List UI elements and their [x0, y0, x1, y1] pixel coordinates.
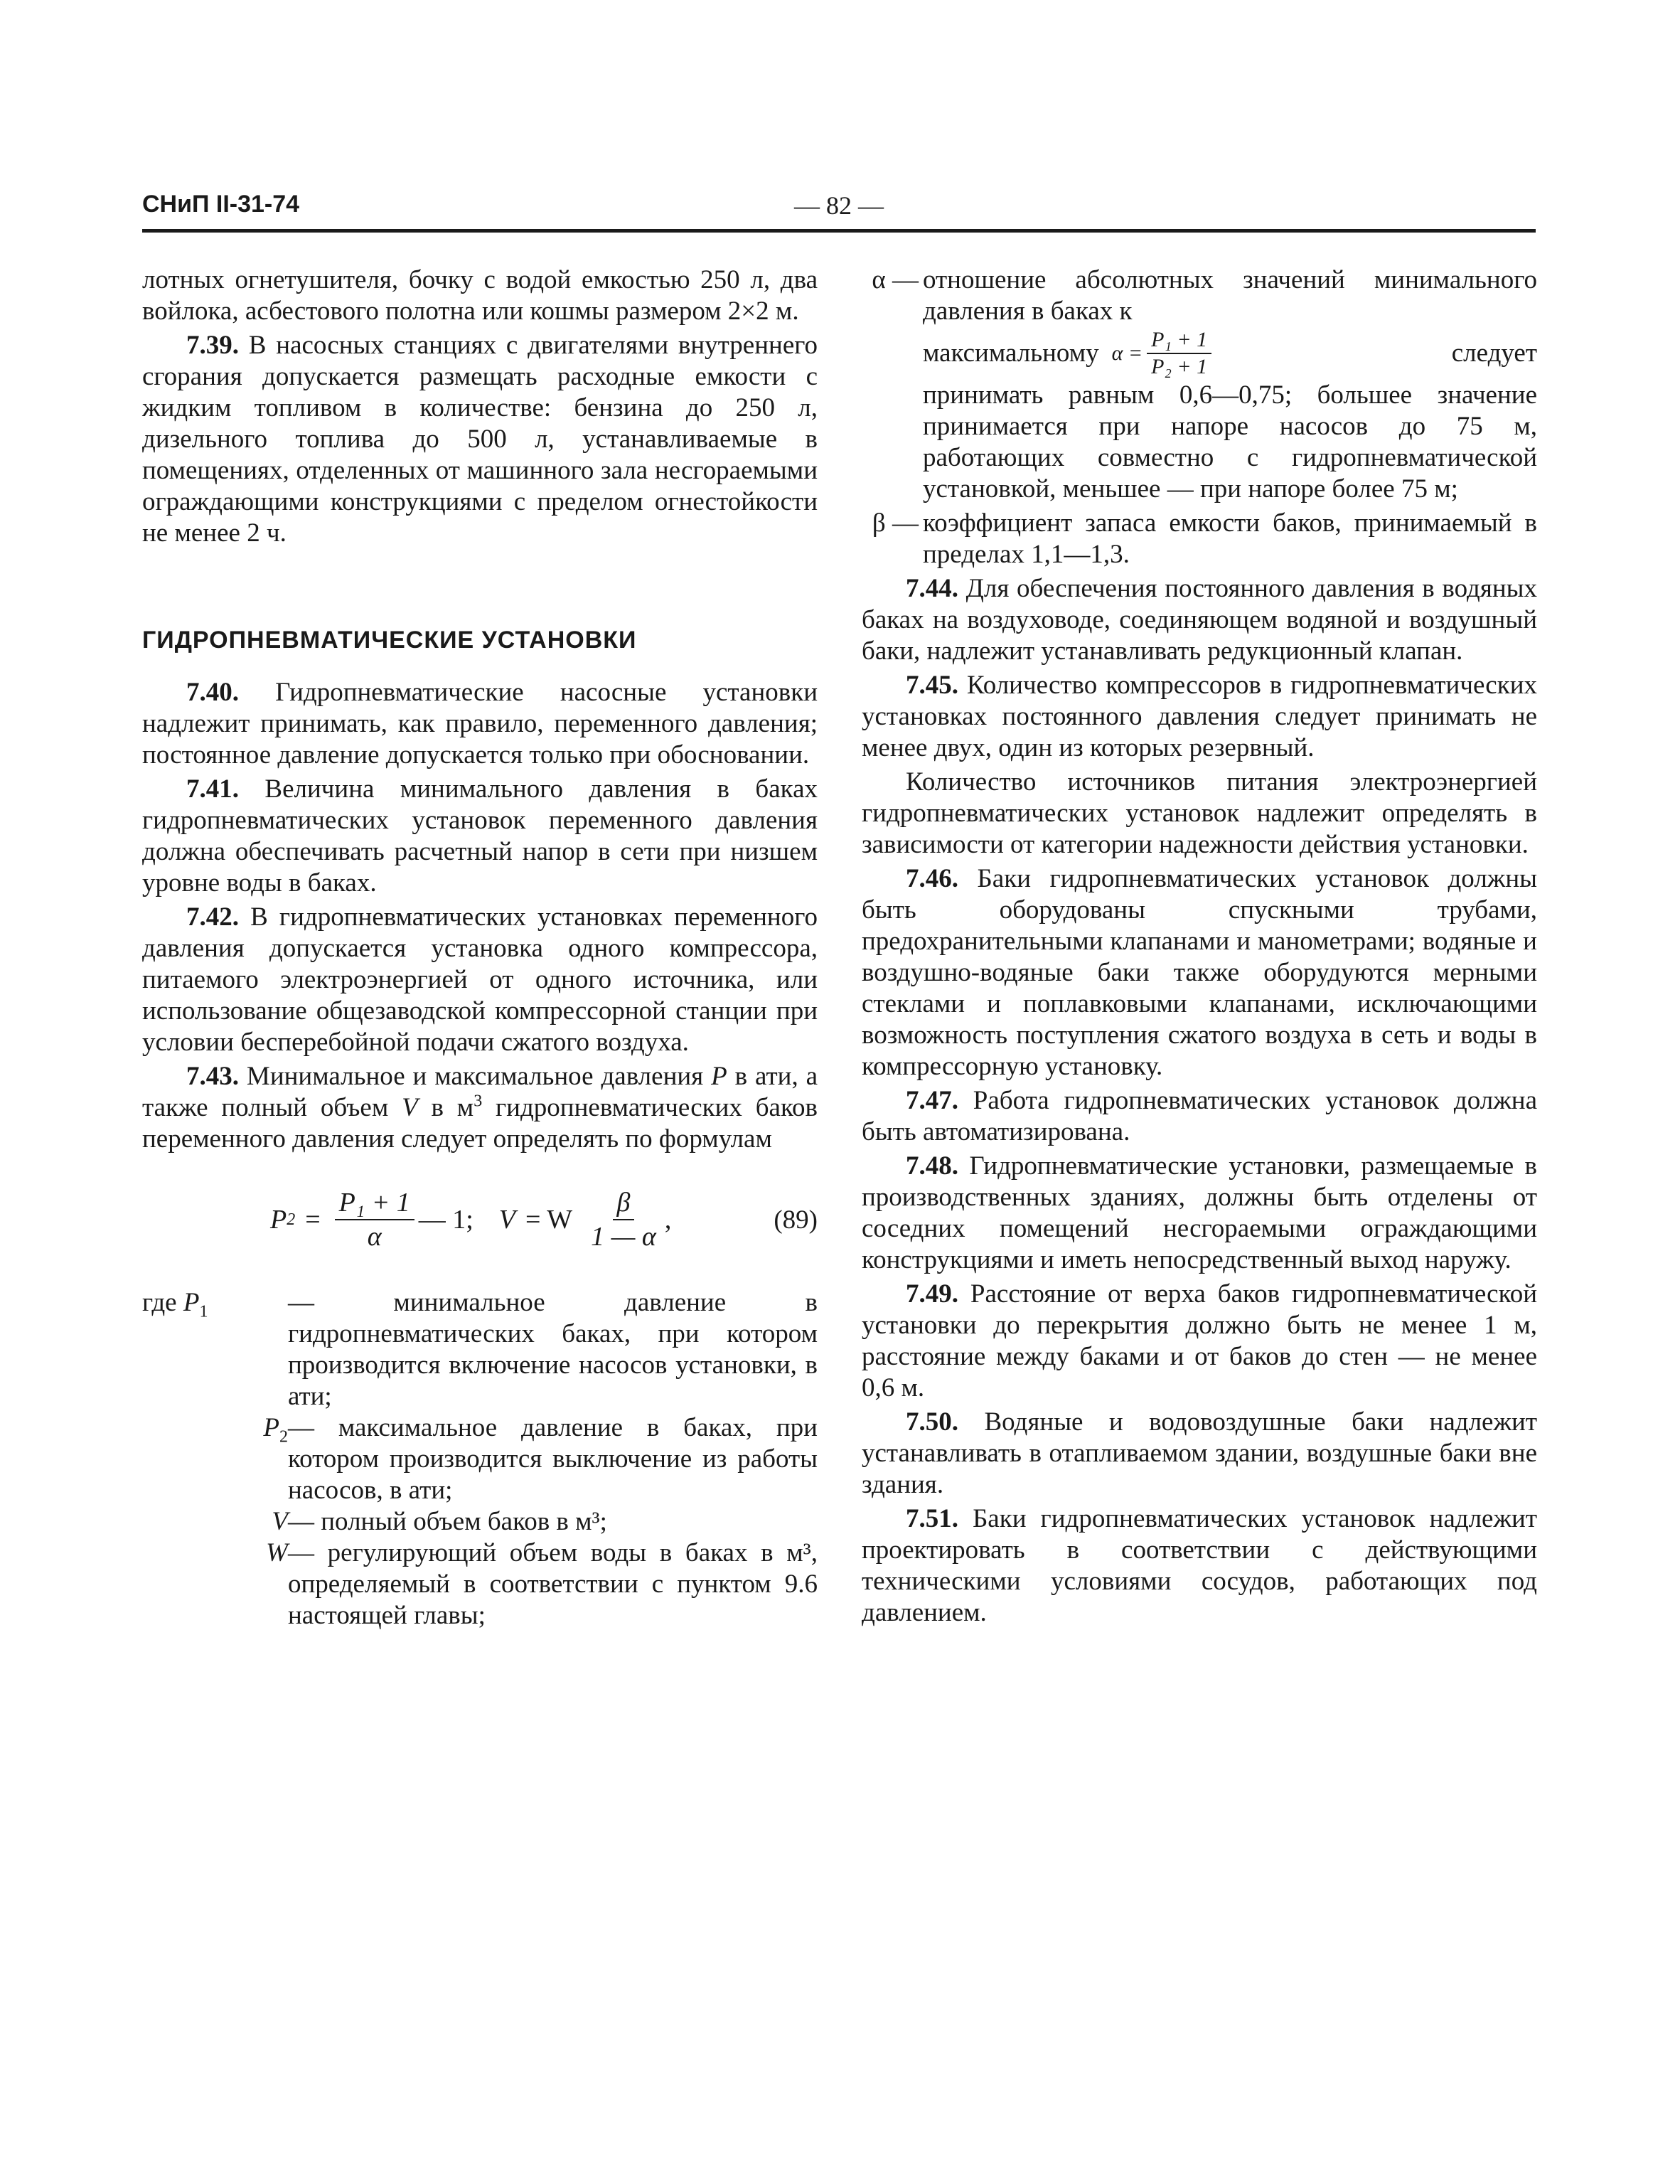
- definition-symbol: β —: [872, 508, 919, 538]
- formula-fraction: [335, 1186, 414, 1253]
- clause-7-46: [862, 863, 1537, 1082]
- clause-text: Баки гидропневматических установок должны быть оборудованы спускными трубами, предохранительными клапанами и манометрами; водяные и воздушно-водяные баки также оборудуются мерными стеклами и поплавковыми клапанами, исключающими возможность поступления сжатого воздуха в сеть и воды в компрессорную установку.: [862, 864, 1538, 1081]
- clause-7-40: [142, 677, 818, 771]
- definition-body: [923, 265, 1537, 505]
- clause-text: Работа гидропневматических установок должна быть автоматизирована.: [862, 1086, 1538, 1146]
- paragraph-continuation: лотных огнетушителя, бочку с водой емкостью 250 л, два войлока, асбестового полотна или кошмы размером 2×2 м.: [142, 265, 818, 326]
- alpha-formula-line: [923, 327, 1537, 380]
- formula-body: P 2 = $\frac{\text{P₁ + 1}}{\alpha}$ — 1; V = W $\frac{\beta}{1 — \alpha}$ ,: [270, 1188, 672, 1252]
- clause-text: Гидропневматические установки, размещаемые в производственных зданиях, должны быть отделены от соседних помещений несгораемыми ограждающими конструкциями и иметь непосредственный выход наружу.: [862, 1151, 1537, 1274]
- clause-number: 7.47.: [906, 1086, 958, 1115]
- clause-number: 7.45.: [906, 671, 958, 700]
- left-column: [142, 265, 818, 1631]
- formula-fraction: [1147, 327, 1211, 380]
- definition-text: — регулирующий объем воды в баках в м³, определяемый в соответствии с пунктом 9.6 настоящей главы;: [288, 1538, 818, 1630]
- clause-text: Гидропневматические насосные установки надлежит принимать, как правило, переменного давления; постоянное давление допускается только при обосновании.: [142, 678, 818, 769]
- definition-symbol: W: [266, 1538, 288, 1567]
- clause-number: 7.51.: [906, 1504, 958, 1533]
- definition-symbol: P: [183, 1288, 200, 1317]
- definition-prefix: где: [142, 1288, 183, 1317]
- clause-text: В гидропневматических установках переменного давления допускается установка одного компрессора, питаемого электроэнергией от одного источника, или использование общезаводской компрессорной станции при условии бесперебойной подачи сжатого воздуха.: [142, 902, 818, 1057]
- clause-number: 7.50.: [906, 1407, 958, 1437]
- definition-lead: [142, 1506, 288, 1538]
- definition-lead: [142, 1538, 288, 1569]
- definition-text: — минимальное давление в гидропневматических баках, при котором производится включение насосов установки, в ати;: [288, 1288, 818, 1411]
- definition-lead: [142, 1287, 288, 1319]
- formula-equals: =: [305, 1205, 321, 1235]
- clause-7-41: [142, 774, 818, 899]
- clause-number: 7.43.: [186, 1062, 239, 1091]
- clause-text: В насосных станциях с двигателями внутреннего сгорания допускается размещать расходные емкости с жидким топливом в количестве: бензина до 250 л, дизельного топлива до 500 л, устанавливаемые в помещениях, отделенных от машинного зала несгораемыми ограждающими конструкциями с пределом огнестойкости не менее 2 ч.: [142, 331, 818, 548]
- clause-text: гидропневматических баков переменного давления следует определять по формулам: [142, 1093, 818, 1154]
- definition-lead: [142, 1412, 288, 1447]
- definition-text: — максимальное давление в баках, при котором производится выключение из работы насосов, в ати;: [288, 1413, 818, 1505]
- clause-number: 7.44.: [906, 574, 958, 603]
- clause-text: в м: [431, 1093, 474, 1122]
- clause-number: 7.41.: [186, 774, 239, 804]
- alpha-formula: [1112, 327, 1216, 380]
- definition-text: отношение абсолютных значений минимального давления в баках к: [923, 265, 1537, 326]
- definition-symbol: P: [263, 1413, 279, 1442]
- definition-text: коэффициент запаса емкости баков, принимаемый в пределах 1,1—1,3.: [923, 508, 1537, 569]
- fraction-denominator: α: [367, 1222, 382, 1252]
- formula-equals: = W: [525, 1205, 573, 1235]
- formula-equals: α =: [1111, 341, 1143, 365]
- definition-item: [142, 1506, 818, 1538]
- formula-fraction: [587, 1186, 660, 1253]
- clause-7-39: [142, 330, 818, 549]
- clause-7-50: [862, 1407, 1537, 1501]
- fraction-numerator: P₁ + 1: [1147, 327, 1211, 354]
- fraction-denominator: 1 — α: [591, 1222, 656, 1252]
- clause-7-43: [142, 1061, 818, 1155]
- clause-7-48: [862, 1151, 1537, 1276]
- definition-item: [142, 1412, 818, 1506]
- definition-text: принимать равным 0,6—0,75; большее значение принимается при напоре насосов до 75 м, работающих совместно с гидропневматической установкой, меньшее — при напоре более 75 м;: [923, 380, 1537, 504]
- formula-tail: ,: [664, 1205, 672, 1235]
- clause-7-45: [862, 670, 1537, 764]
- document-code: СНиП II-31-74: [142, 191, 300, 218]
- clause-7-51: [862, 1503, 1537, 1629]
- equation-number: (89): [774, 1205, 818, 1235]
- clause-text: Для обеспечения постоянного давления в водяных баках на воздуховоде, соединяющем водяной и воздушный баки, надлежит устанавливать редукционный клапан.: [862, 574, 1538, 666]
- clause-number: 7.49.: [906, 1279, 958, 1309]
- formula-89: [142, 1173, 818, 1273]
- symbol-p: P: [711, 1062, 727, 1091]
- definition-beta: [862, 508, 1537, 570]
- clause-7-44: [862, 573, 1537, 667]
- fraction-numerator: P₁ + 1: [335, 1186, 414, 1220]
- superscript: 3: [473, 1092, 483, 1111]
- section-heading: ГИДРОПНЕВМАТИЧЕСКИЕ УСТАНОВКИ: [142, 627, 637, 654]
- clause-number: 7.42.: [186, 902, 239, 932]
- page-number: — 82 —: [794, 191, 884, 220]
- clause-number: 7.39.: [186, 331, 239, 360]
- definition-symbol: V: [272, 1507, 288, 1536]
- clause-text: Количество компрессоров в гидропневматических установках постоянного давления следует принимать не менее двух, один из которых резервный.: [862, 671, 1537, 762]
- definition-subscript: 1: [199, 1302, 208, 1321]
- clause-number: 7.40.: [186, 678, 239, 707]
- definition-text: — полный объем баков в м³;: [288, 1507, 607, 1536]
- clause-text: Минимальное и максимальное давления: [246, 1062, 704, 1091]
- clause-7-42: [142, 902, 818, 1058]
- clause-7-47: [862, 1085, 1537, 1148]
- clause-text: Водяные и водовоздушные баки надлежит устанавливать в отапливаемом здании, воздушные баки вне здания.: [862, 1407, 1538, 1499]
- definition-symbol: α —: [872, 265, 919, 294]
- right-column: [862, 265, 1537, 1631]
- definition-text: следует: [1451, 339, 1537, 368]
- clause-text: Расстояние от верха баков гидропневматической установки до перекрытия должно быть не менее 1 м, расстояние между баками и от баков до стен — не менее 0,6 м.: [862, 1279, 1537, 1402]
- symbol-v: V: [402, 1093, 418, 1122]
- clause-text: в ати, а также полный объем: [142, 1062, 818, 1122]
- clause-7-49: [862, 1279, 1537, 1404]
- definition-text: максимальному: [923, 339, 1099, 368]
- clause-number: 7.48.: [906, 1151, 958, 1181]
- formula-symbol: V: [498, 1205, 516, 1235]
- fraction-numerator: β: [613, 1186, 635, 1220]
- fraction-denominator: P₂ + 1: [1151, 355, 1208, 378]
- formula-symbol: P: [270, 1205, 287, 1235]
- definition-subscript: 2: [279, 1427, 288, 1447]
- clause-text: Величина минимального давления в баках гидропневматических установок переменного давления должна обеспечивать расчетный напор в сети при низшем уровне воды в баках.: [142, 774, 818, 897]
- definition-item: [142, 1538, 818, 1631]
- definition-alpha: [862, 265, 1537, 505]
- header-rule: [142, 229, 1536, 233]
- definition-item: [142, 1287, 818, 1412]
- symbol-definitions: [142, 1287, 818, 1631]
- clause-7-45-continued: Количество источников питания электроэнергией гидропневматических установок надлежит определять в зависимости от категории надежности действия установки.: [862, 767, 1537, 859]
- clause-text: Баки гидропневматических установок надлежит проектировать в соответствии с действующими техническими условиями сосудов, работающих под давлением.: [862, 1504, 1537, 1627]
- page-header: [142, 191, 1536, 233]
- formula-tail: — 1;: [418, 1205, 473, 1235]
- clause-number: 7.46.: [906, 864, 958, 893]
